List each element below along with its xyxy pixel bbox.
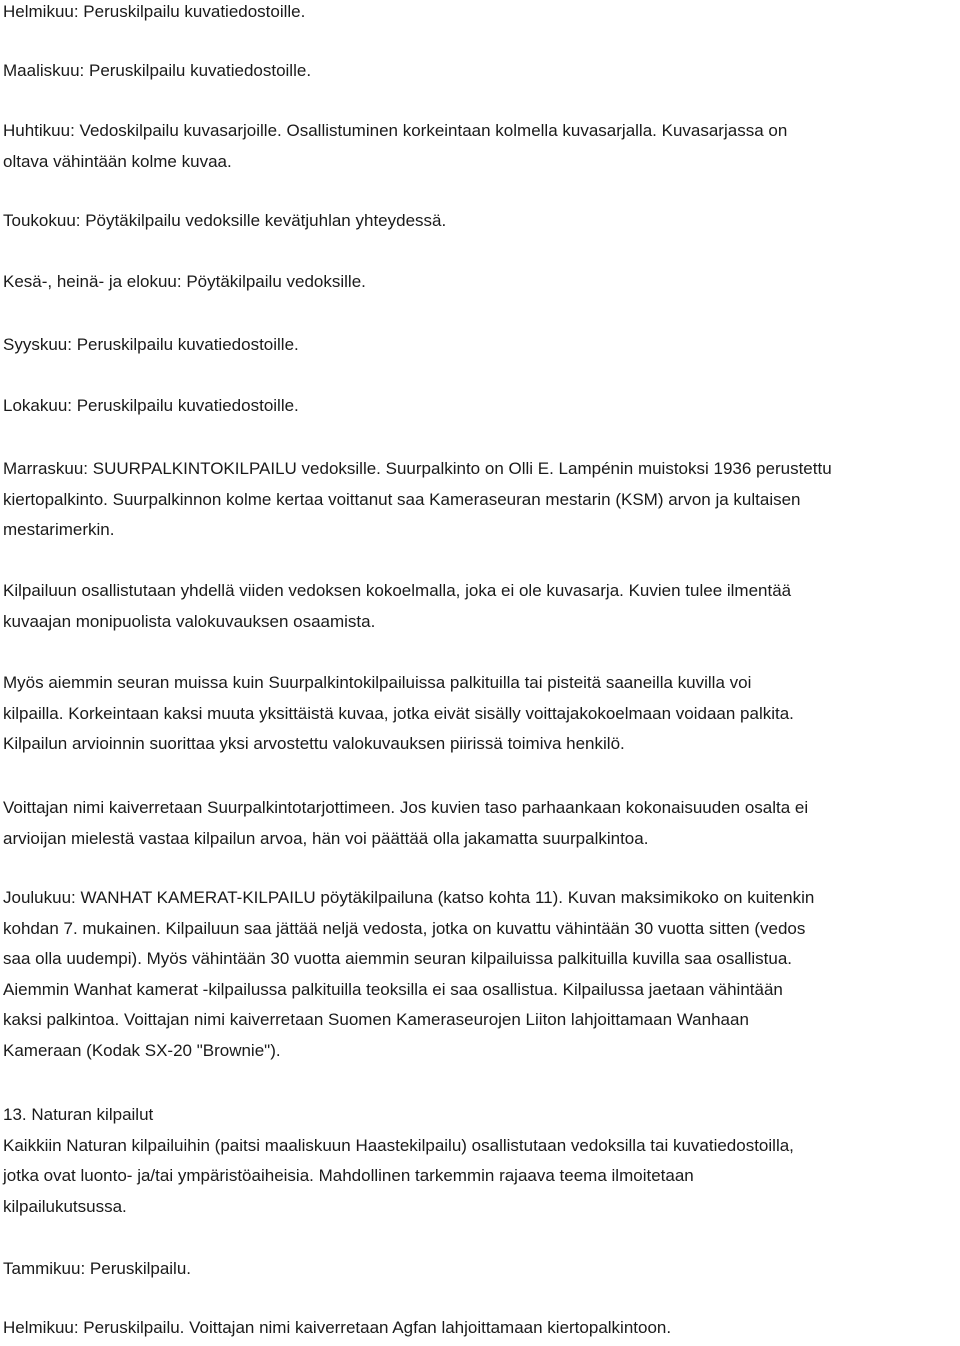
text-line: Joulukuu: WANHAT KAMERAT-KILPAILU pöytäkilpailuna (katso kohta 11). Kuvan maksimikoko on kuitenkin	[3, 888, 815, 907]
text-line: Helmikuu: Peruskilpailu. Voittajan nimi kaiverretaan Agfan lahjoittamaan kiertopalkintoon.	[3, 1318, 672, 1337]
text-line: jotka ovat luonto- ja/tai ympäristöaiheisia. Mahdollinen tarkemmin rajaava teema ilmoitetaan	[3, 1166, 694, 1185]
text-line: Kilpailun arvioinnin suorittaa yksi arvostettu valokuvauksen piirissä toimiva henkilö.	[3, 734, 625, 753]
text-line: Voittajan nimi kaiverretaan Suurpalkintotarjottimeen. Jos kuvien taso parhaankaan kokonaisuuden osalta ei	[3, 798, 809, 817]
text-line: mestarimerkin.	[3, 520, 115, 539]
paragraph	[3, 454, 832, 546]
paragraph	[3, 0, 305, 28]
text-line: Maaliskuu: Peruskilpailu kuvatiedostoille.	[3, 61, 312, 80]
text-line: saa olla uudempi). Myös vähintään 30 vuotta aiemmin seuran kilpailuissa palkituilla kuvilla saa osallistua.	[3, 949, 793, 968]
paragraph	[3, 1254, 191, 1285]
text-line: kohdan 7. mukainen. Kilpailuun saa jättää neljä vedosta, jotka on kuvattu vähintään 30 vuotta sitten (vedos	[3, 918, 806, 938]
text-line: arvioijan mielestä vastaa kilpailun arvoa, hän voi päättää olla jakamatta suurpalkintoa.	[3, 828, 649, 848]
paragraph	[3, 883, 814, 1066]
text-line: Lokakuu: Peruskilpailu kuvatiedostoille.	[3, 396, 299, 415]
text-line: kaksi palkintoa. Voittajan nimi kaiverretaan Suomen Kameraseurojen Liiton lahjoittamaan Wanhaan	[3, 1010, 749, 1029]
paragraph	[3, 56, 311, 87]
paragraph	[3, 793, 808, 854]
text-line: Kaikkiin Naturan kilpailuihin (paitsi maaliskuun Haastekilpailu) osallistutaan vedoksilla tai kuvatiedostoilla,	[3, 1135, 794, 1155]
text-line: kuvaajan monipuolista valokuvauksen osaamista.	[3, 611, 376, 631]
text-line: Helmikuu: Peruskilpailu kuvatiedostoille.	[3, 2, 306, 21]
text-line: Kilpailuun osallistutaan yhdellä viiden vedoksen kokoelmalla, joka ei ole kuvasarja. Kuvien tulee ilmentää	[3, 581, 792, 600]
paragraph	[3, 1100, 794, 1222]
text-line: Huhtikuu: Vedoskilpailu kuvasarjoille. Osallistuminen korkeintaan kolmella kuvasarjalla. Kuvasarjassa on	[3, 121, 788, 140]
text-line: Kesä-, heinä- ja elokuu: Pöytäkilpailu vedoksille.	[3, 272, 366, 291]
paragraph	[3, 1313, 671, 1344]
text-line: kiertopalkinto. Suurpalkinnon kolme kertaa voittanut saa Kameraseuran mestarin (KSM) arvon ja kultaisen	[3, 489, 801, 509]
paragraph	[3, 330, 299, 361]
text-line: Marraskuu: SUURPALKINTOKILPAILU vedoksille. Suurpalkinto on Olli E. Lampénin muistoksi 1936 perustettu	[3, 459, 832, 478]
text-line: oltava vähintään kolme kuvaa.	[3, 151, 232, 171]
text-line: Syyskuu: Peruskilpailu kuvatiedostoille.	[3, 335, 299, 354]
text-line: 13. Naturan kilpailut	[3, 1105, 154, 1124]
paragraph	[3, 668, 794, 760]
paragraph	[3, 116, 787, 177]
text-line: Kameraan (Kodak SX-20 "Brownie").	[3, 1040, 281, 1060]
paragraph	[3, 391, 299, 422]
text-line: Myös aiemmin seuran muissa kuin Suurpalkintokilpailuissa palkituilla tai pisteitä saaneilla kuvilla voi	[3, 673, 752, 692]
text-line: Toukokuu: Pöytäkilpailu vedoksille kevätjuhlan yhteydessä.	[3, 211, 447, 230]
text-line: kilpailla. Korkeintaan kaksi muuta yksittäistä kuvaa, jotka eivät sisälly voittajakokoelmaan voidaan palkita.	[3, 703, 794, 723]
paragraph	[3, 206, 446, 237]
text-line: Tammikuu: Peruskilpailu.	[3, 1259, 192, 1278]
paragraph	[3, 576, 791, 637]
paragraph	[3, 267, 366, 298]
text-line: Aiemmin Wanhat kamerat -kilpailussa palkituilla teoksilla ei saa osallistua. Kilpailussa jaetaan vähintään	[3, 979, 783, 999]
text-line: kilpailukutsussa.	[3, 1196, 127, 1216]
